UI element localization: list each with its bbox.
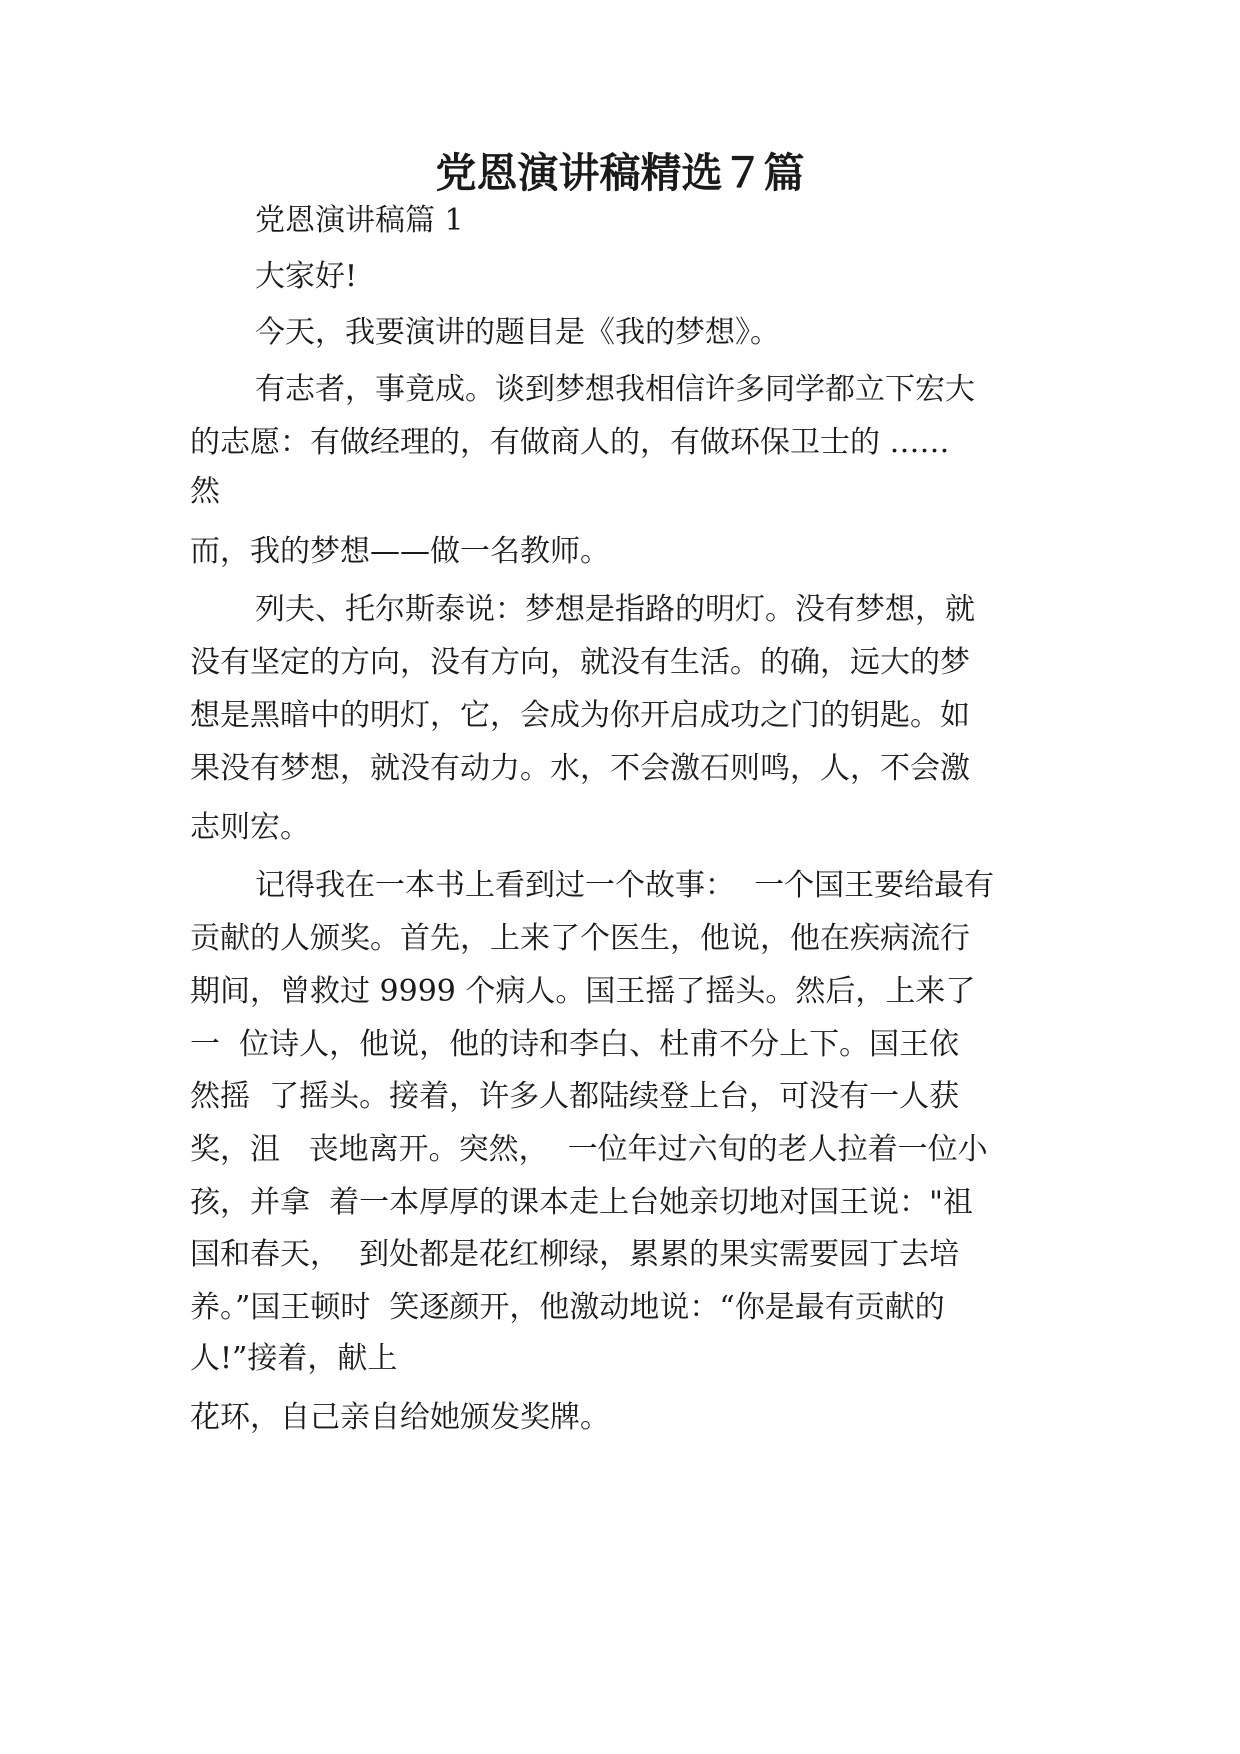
paragraph-line: 今天，我要演讲的题目是《我的梦想》。 — [255, 315, 780, 350]
paragraph-line: 贡献的人颁奖。首先，上来了个医生，他说，他在疾病流行 — [190, 921, 970, 956]
paragraph-line: 孩，并拿 着一本厚厚的课本走上台她亲切地对国王说："祖 — [190, 1185, 973, 1220]
paragraph-line: 然摇 了摇头。接着，许多人都陆续登上台，可没有一人获 — [190, 1079, 960, 1114]
paragraph-line: 没有坚定的方向，没有方向，就没有生活。的确，远大的梦 — [190, 645, 970, 680]
paragraph-line: 然 — [190, 474, 220, 509]
document-title: 党恩演讲稿精选７篇 — [435, 149, 805, 197]
paragraph-line: 的志愿：有做经理的，有做商人的，有做环保卫士的 …… — [190, 425, 950, 460]
paragraph-line: 大家好! — [255, 259, 358, 294]
paragraph-line: 国和春天， 到处都是花红柳绿，累累的果实需要园丁去培 — [190, 1237, 960, 1272]
paragraph-line: 一 位诗人，他说，他的诗和李白、杜甫不分上下。国王依 — [190, 1027, 960, 1062]
paragraph-line: 而，我的梦想——做一名教师。 — [190, 534, 610, 569]
paragraph-line: 想是黑暗中的明灯，它，会成为你开启成功之门的钥匙。如 — [190, 698, 970, 733]
paragraph-line: 果没有梦想，就没有动力。水，不会激石则鸣，人，不会激 — [190, 751, 970, 786]
paragraph-line: 记得我在一本书上看到过一个故事： 一个国王要给最有 — [255, 868, 995, 903]
paragraph-line: 人!”接着，献上 — [190, 1341, 398, 1376]
section-heading: 党恩演讲稿篇 1 — [255, 203, 464, 238]
paragraph-line: 奖，沮 丧地离开。突然， 一位年过六旬的老人拉着一位小 — [190, 1132, 988, 1167]
paragraph-line: 列夫、托尔斯泰说：梦想是指路的明灯。没有梦想，就 — [255, 592, 975, 627]
paragraph-line: 期间，曾救过 9999 个病人。国王摇了摇头。然后，上来了 — [190, 974, 976, 1009]
paragraph-line: 花环，自己亲自给她颁发奖牌。 — [190, 1400, 610, 1435]
paragraph-line: 志则宏。 — [190, 810, 310, 845]
paragraph-line: 养。”国王顿时 笑逐颜开，他激动地说：“你是最有贡献的 — [190, 1290, 945, 1325]
paragraph-line: 有志者，事竟成。谈到梦想我相信许多同学都立下宏大 — [255, 372, 975, 407]
